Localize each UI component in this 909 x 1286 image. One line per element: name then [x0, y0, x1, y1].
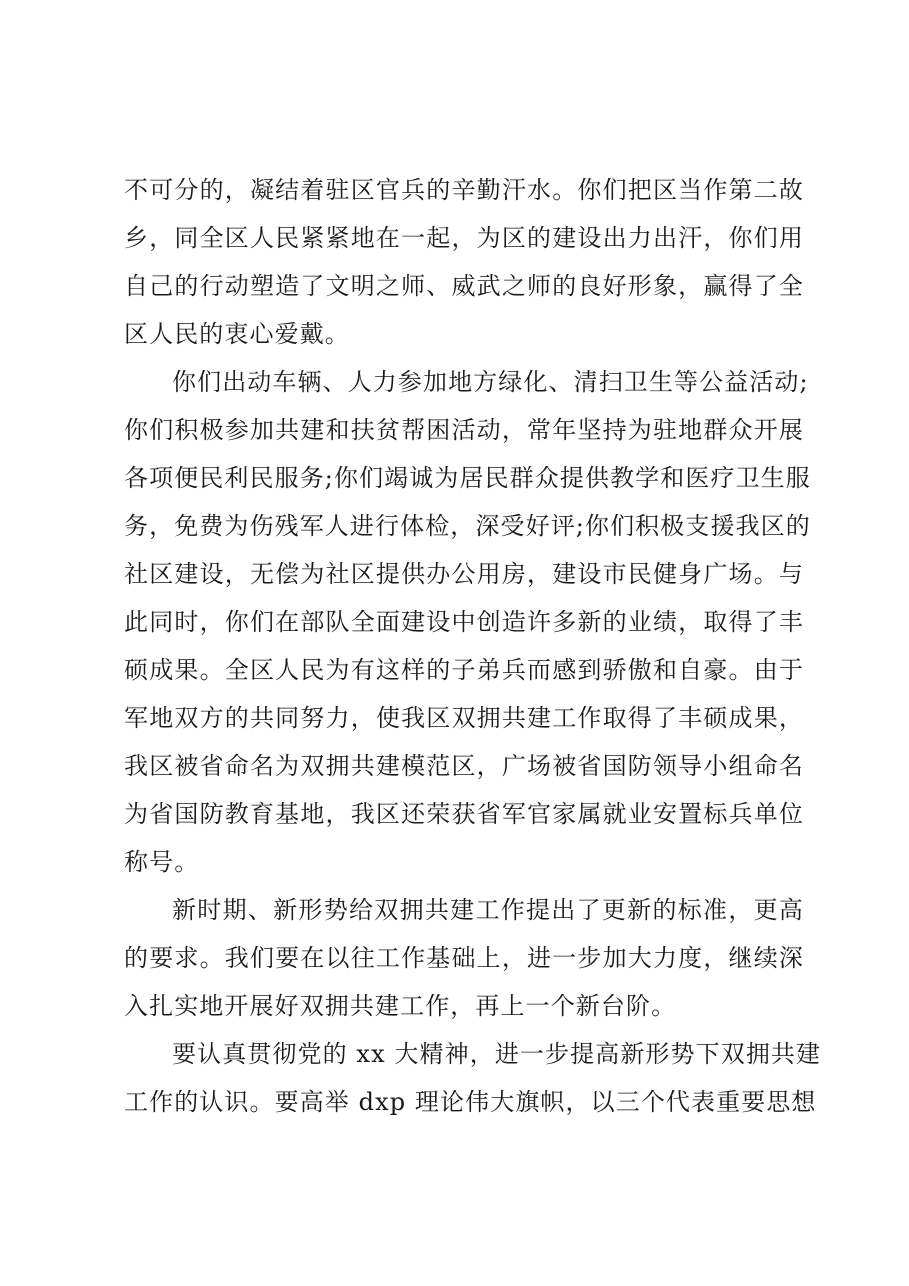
text-line: 各项便民利民服务;你们竭诚为居民群众提供教学和医疗卫生服: [124, 464, 811, 492]
paragraph-start-line: 新时期、新形势给双拥共建工作提出了更新的标准，更高: [172, 896, 804, 924]
text-line: 入扎实地开展好双拥共建工作，再上一个新台阶。: [124, 992, 677, 1020]
text-line: 工作的认识。要高举 dxp 理论伟大旗帜，以三个代表重要思想: [124, 1088, 817, 1116]
text-line: 我区被省命名为双拥共建模范区，广场被省国防领导小组命名: [124, 752, 804, 780]
text-line: 为省国防教育基地，我区还荣获省军官家属就业安置标兵单位: [124, 800, 804, 828]
paragraph-start-line: 你们出动车辆、人力参加地方绿化、清扫卫生等公益活动;: [172, 368, 809, 396]
paragraph-start-line: 要认真贯彻党的 xx 大精神，进一步提高新形势下双拥共建: [172, 1040, 822, 1068]
text-line: 军地双方的共同努力，使我区双拥共建工作取得了丰硕成果，: [124, 704, 804, 732]
text-line: 你们积极参加共建和扶贫帮困活动，常年坚持为驻地群众开展: [124, 416, 804, 444]
text-line: 不可分的，凝结着驻区官兵的辛勤汗水。你们把区当作第二故: [124, 176, 804, 204]
text-line: 务，免费为伤残军人进行体检，深受好评;你们积极支援我区的: [124, 512, 811, 540]
text-line: 的要求。我们要在以往工作基础上，进一步加大力度，继续深: [124, 944, 804, 972]
text-line: 社区建设，无偿为社区提供办公用房，建设市民健身广场。与: [124, 560, 804, 588]
text-line: 区人民的衷心爱戴。: [124, 320, 350, 348]
text-line: 自己的行动塑造了文明之师、威武之师的良好形象，赢得了全: [124, 272, 804, 300]
body-text: [124, 166, 822, 1126]
text-line: 此同时，你们在部队全面建设中创造许多新的业绩，取得了丰: [124, 608, 804, 636]
text-line: 硕成果。全区人民为有这样的子弟兵而感到骄傲和自豪。由于: [124, 656, 804, 684]
text-line: 乡，同全区人民紧紧地在一起，为区的建设出力出汗，你们用: [124, 224, 804, 252]
text-line: 称号。: [124, 848, 200, 876]
